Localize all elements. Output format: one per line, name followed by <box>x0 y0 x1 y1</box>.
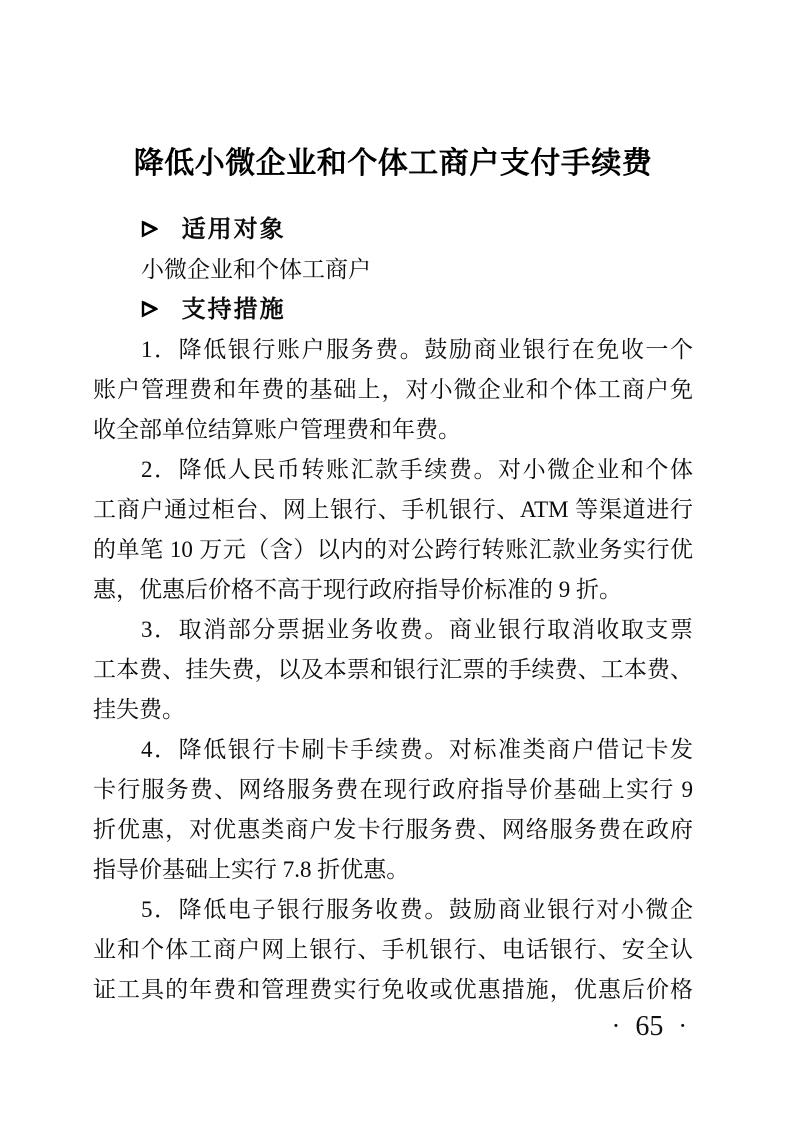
paragraph-1-line-2: 账户管理费和年费的基础上，对小微企业和个体工商户免 <box>93 377 693 402</box>
footer-dot-left: · <box>611 1011 621 1040</box>
paragraph-3-line-2: 工本费、挂失费，以及本票和银行汇票的手续费、工本费、 <box>93 657 693 682</box>
paragraph-2-line-1: 2．降低人民币转账汇款手续费。对小微企业和个体 <box>141 457 693 482</box>
paragraph-1-line-1: 1．降低银行账户服务费。鼓励商业银行在免收一个 <box>141 337 693 362</box>
paragraph-5-line-1: 5．降低电子银行服务收费。鼓励商业银行对小微企 <box>141 897 693 922</box>
section-heading-measures-label: 支持措施 <box>181 296 286 323</box>
paragraph-5-line-2: 业和个体工商户网上银行、手机银行、电话银行、安全认 <box>93 937 693 962</box>
paragraph-5-line-3: 证工具的年费和管理费实行免收或优惠措施，优惠后价格 <box>93 977 693 1002</box>
paragraph-3-line-3: 挂失费。 <box>93 697 185 722</box>
paragraph-4-line-3: 折优惠，对优惠类商户发卡行服务费、网络服务费在政府 <box>93 817 693 842</box>
footer-page-number: 65 <box>635 1011 664 1042</box>
document-body <box>93 210 693 1010</box>
paragraph-4-line-4: 指导价基础上实行 7.8 折优惠。 <box>93 857 410 882</box>
page-number <box>612 1009 687 1043</box>
applicable-target-text: 小微企业和个体工商户 <box>141 257 371 282</box>
arrowhead-bullet-icon <box>141 290 158 330</box>
paragraph-4-line-2: 卡行服务费、网络服务费在现行政府指导价基础上实行 9 <box>93 777 693 802</box>
section-heading-applicable <box>93 210 693 250</box>
section-heading-applicable-label: 适用对象 <box>181 216 286 243</box>
paragraph-3-line-1: 3．取消部分票据业务收费。商业银行取消收取支票 <box>141 617 693 642</box>
paragraph-2-line-2: 工商户通过柜台、网上银行、手机银行、ATM 等渠道进行 <box>93 497 693 522</box>
paragraph-1-line-3: 收全部单位结算账户管理费和年费。 <box>93 417 461 442</box>
page-title: 降低小微企业和个体工商户支付手续费 <box>133 147 653 181</box>
paragraph-4-line-1: 4．降低银行卡刷卡手续费。对标准类商户借记卡发 <box>141 737 693 762</box>
footer-dot-right: · <box>678 1011 687 1040</box>
paragraph-2-line-4: 惠，优惠后价格不高于现行政府指导价标准的 9 折。 <box>93 577 622 602</box>
arrowhead-bullet-icon <box>141 210 158 250</box>
section-heading-measures <box>93 290 693 330</box>
paragraph-2-line-3: 的单笔 10 万元（含）以内的对公跨行转账汇款业务实行优 <box>93 537 693 562</box>
